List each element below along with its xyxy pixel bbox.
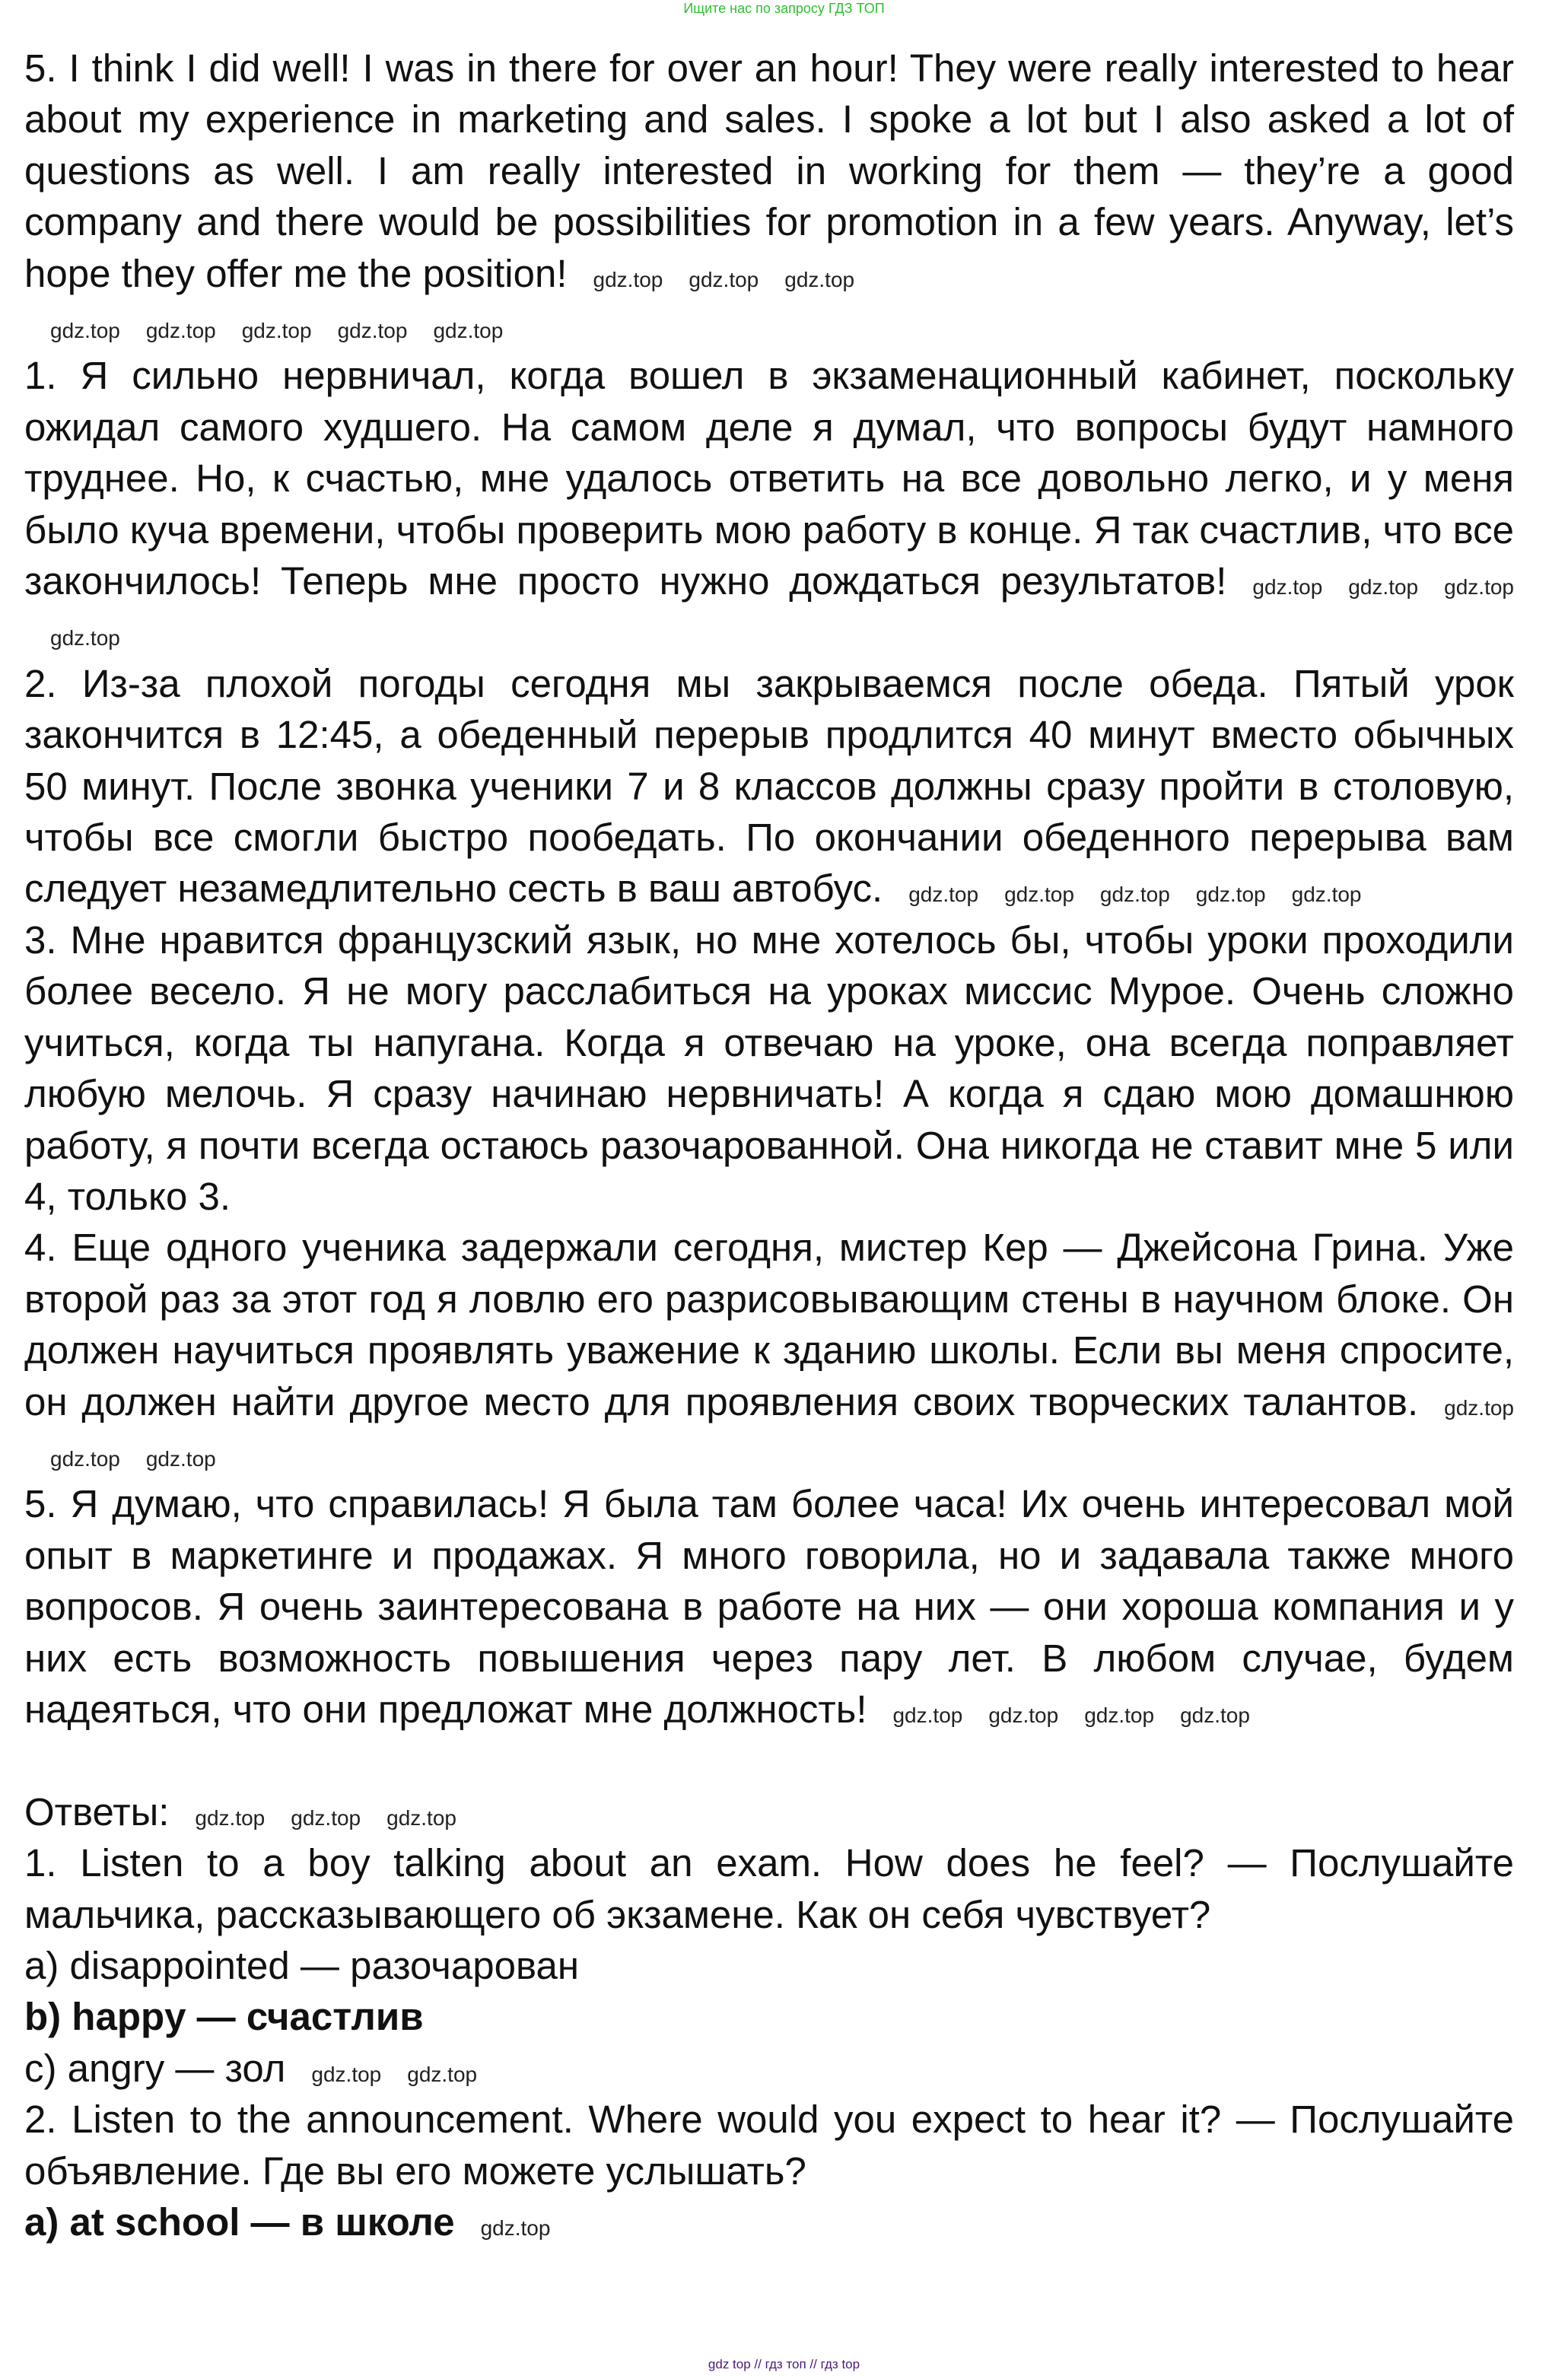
- translation-1: [24, 350, 1514, 657]
- watermark: gdz.top: [145, 1446, 216, 1471]
- watermark: gdz.top: [1180, 1703, 1250, 1727]
- top-banner[interactable]: Ищите нас по запросу ГДЗ ТОП: [683, 1, 885, 16]
- watermark: gdz.top: [892, 1703, 963, 1727]
- watermark: gdz.top: [241, 319, 312, 343]
- q1-option-c: [24, 2043, 1514, 2094]
- question-2-text: 2. Listen to the announcement. Where would you expect to hear it? — Послушайте объявление. Где вы его можете услышать?: [24, 2098, 1514, 2193]
- translation-4: [24, 1222, 1514, 1478]
- watermark: gdz.top: [1348, 575, 1419, 600]
- watermark: gdz.top: [480, 2216, 551, 2241]
- watermark: gdz.top: [145, 319, 216, 343]
- watermark: gdz.top: [1195, 883, 1266, 907]
- translation-4-text: 4. Еще одного ученика задержали сегодня, мистер Кер — Джейсона Грина. Уже второй раз за этот год я ловлю его разрисовывающим стены в научном блоке. Он должен научиться проявлять уважение к зданию школы. Если вы меня спросите, он должен найти другое место для проявления своих творческих талантов.: [24, 1226, 1514, 1423]
- document-content: [24, 43, 1514, 2247]
- watermark: gdz.top: [1444, 575, 1514, 600]
- question-1-text: 1. Listen to a boy talking about an exam. How does he feel? — Послушайте мальчика, рассказывающего об экзамене. Как он себя чувствует?: [24, 1841, 1514, 1936]
- q2-option-a-text: a) at school — в школе: [24, 2200, 455, 2244]
- footer-links[interactable]: gdz top // гдз топ // гдз top: [708, 2357, 860, 2371]
- q2-option-a-correct: [24, 2196, 1514, 2247]
- watermark: gdz.top: [593, 267, 663, 291]
- translation-2: [24, 658, 1514, 914]
- translation-1-text: 1. Я сильно нервничал, когда вошел в экзаменационный кабинет, поскольку ожидал самого худшего. На самом деле я думал, что вопросы будут намного труднее. Но, к счастью, мне удалось ответить на все довольно легко, и у меня было куча времени, чтобы проверить мою работу в конце. Я так счастлив, что все закончилось! Теперь мне просто нужно дождаться результатов!: [24, 354, 1514, 603]
- watermark: gdz.top: [337, 319, 408, 343]
- q1-option-c-text: c) angry — зол: [24, 2046, 286, 2090]
- watermark: gdz.top: [988, 1703, 1059, 1727]
- question-2: [24, 2094, 1514, 2196]
- spacer: [24, 299, 1514, 350]
- watermark: gdz.top: [1084, 1703, 1155, 1727]
- q1-option-b-text: b) happy — счастлив: [24, 1995, 424, 2039]
- watermark: gdz.top: [291, 1805, 361, 1830]
- watermark: gdz.top: [1444, 1395, 1514, 1420]
- q1-option-b-correct: [24, 1991, 1514, 2042]
- answers-heading: [24, 1786, 1514, 1837]
- translation-2-text: 2. Из-за плохой погоды сегодня мы закрываемся после обеда. Пятый урок закончится в 12:45, а обеденный перерыв продлится 40 минут вместо обычных 50 минут. После звонка ученики 7 и 8 классов должны сразу пройти в столовую, чтобы все смогли быстро пообедать. По окончании обеденного перерыва вам следует незамедлительно сесть в ваш автобус.: [24, 661, 1514, 911]
- watermark: gdz.top: [386, 1805, 456, 1830]
- watermark: gdz.top: [784, 267, 855, 291]
- translation-5-text: 5. Я думаю, что справилась! Я была там более часа! Их очень интересовал мой опыт в маркетинге и продажах. Я много говорила, но и задавала также много вопросов. Я очень заинтересована в работе на них — они хороша компания и у них есть возможность повышения через пару лет. В любом случае, будем надеяться, что они предложат мне должность!: [24, 1482, 1514, 1731]
- watermark: gdz.top: [50, 1446, 120, 1471]
- watermark: gdz.top: [1004, 883, 1074, 907]
- watermark: gdz.top: [689, 267, 759, 291]
- watermark: gdz.top: [50, 319, 120, 343]
- q1-option-a: [24, 1940, 1514, 1991]
- watermark: gdz.top: [1099, 883, 1170, 907]
- translation-5: [24, 1478, 1514, 1735]
- watermark: gdz.top: [1291, 883, 1362, 907]
- spacer: [24, 1735, 1514, 1786]
- watermark: gdz.top: [311, 2062, 382, 2086]
- answers-heading-text: Ответы:: [24, 1789, 170, 1834]
- english-paragraph: [24, 43, 1514, 299]
- translation-3: [24, 914, 1514, 1222]
- watermark: gdz.top: [1252, 575, 1323, 600]
- q1-option-a-text: a) disappointed — разочарован: [24, 1944, 580, 1987]
- english-paragraph-text: 5. I think I did well! I was in there for over an hour! They were really interested to hear about my experience in marketing and sales. I spoke a lot but I also asked a lot of questions as well. I am really interested in working for them — they’re a good company and there would be possibilities for promotion in a few years. Anyway, let’s hope they offer me the position!: [24, 46, 1514, 295]
- watermark: gdz.top: [908, 883, 979, 907]
- watermark: gdz.top: [407, 2062, 478, 2086]
- question-1: [24, 1837, 1514, 1940]
- watermark: gdz.top: [195, 1805, 266, 1830]
- translation-3-text: 3. Мне нравится французский язык, но мне хотелось бы, чтобы уроки проходили более весело. Я не могу расслабиться на уроках миссис Мурое. Очень сложно учиться, когда ты напугана. Когда я отвечаю на уроке, она всегда поправляет любую мелочь. Я сразу начинаю нервничать! А когда я сдаю мою домашнюю работу, я почти всегда остаюсь разочарованной. Она никогда не ставит мне 5 или 4, только 3.: [24, 918, 1514, 1218]
- watermark: gdz.top: [50, 626, 120, 650]
- watermark: gdz.top: [433, 319, 504, 343]
